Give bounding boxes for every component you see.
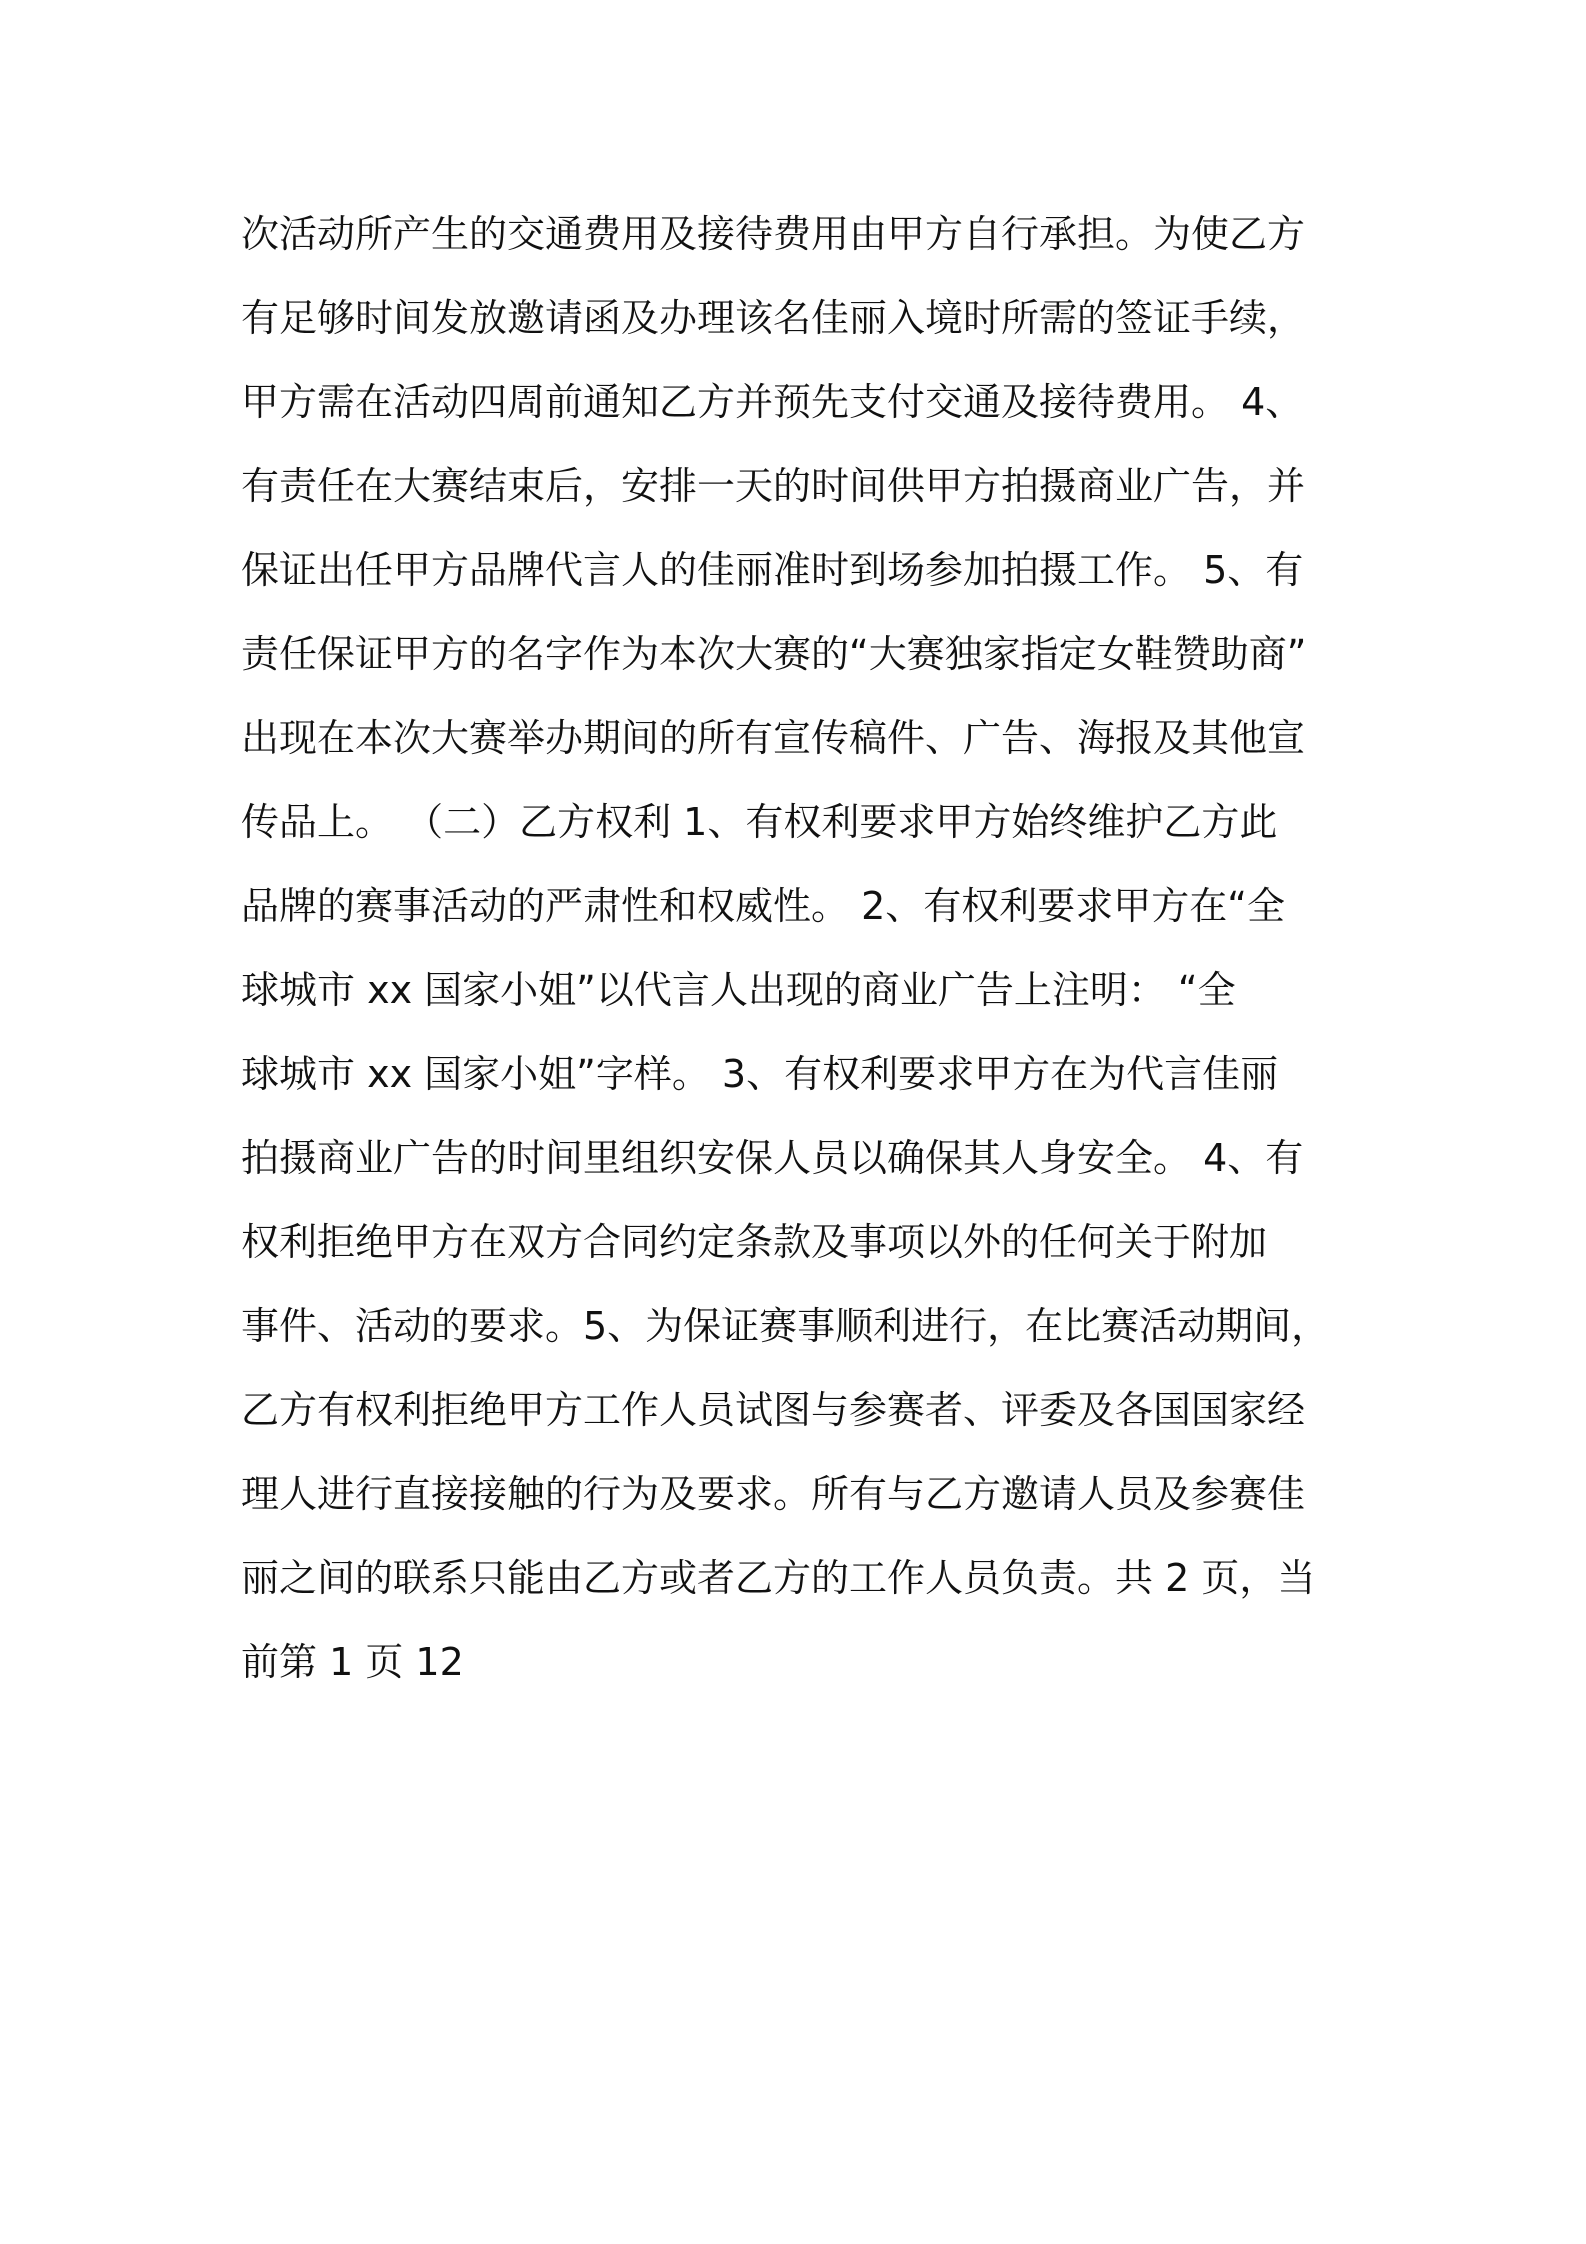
text-line: 丽之间的联系只能由乙方或者乙方的工作人员负责。共 2 页，当 [241, 1556, 1316, 1600]
text-line: 理人进行直接接触的行为及要求。所有与乙方邀请人员及参赛佳 [241, 1472, 1306, 1516]
text-line: 球城市 xx 国家小姐”字样。 3、有权利要求甲方在为代言佳丽 [241, 1052, 1279, 1096]
text-line: 拍摄商业广告的时间里组织安保人员以确保其人身安全。 4、有 [241, 1136, 1304, 1180]
text-line: 有足够时间发放邀请函及办理该名佳丽入境时所需的签证手续， [241, 296, 1306, 340]
body-text [241, 192, 1361, 1704]
text-line: 甲方需在活动四周前通知乙方并预先支付交通及接待费用。 4、 [241, 380, 1304, 424]
text-line: 权利拒绝甲方在双方合同约定条款及事项以外的任何关于附加 [241, 1220, 1268, 1264]
text-line: 次活动所产生的交通费用及接待费用由甲方自行承担。为使乙方 [241, 212, 1306, 256]
text-line: 出现在本次大赛举办期间的所有宣传稿件、广告、海报及其他宣 [241, 716, 1306, 760]
text-line: 品牌的赛事活动的严肃性和权威性。 2、有权利要求甲方在“全 [241, 884, 1285, 928]
text-line: 乙方有权利拒绝甲方工作人员试图与参赛者、评委及各国国家经 [241, 1388, 1306, 1432]
text-line: 责任保证甲方的名字作为本次大赛的“大赛独家指定女鞋赞助商” [241, 632, 1307, 676]
text-line: 事件、活动的要求。5、为保证赛事顺利进行，在比赛活动期间， [241, 1304, 1330, 1348]
text-line: 有责任在大赛结束后，安排一天的时间供甲方拍摄商业广告，并 [241, 464, 1306, 508]
text-line: 传品上。 （二）乙方权利 1、有权利要求甲方始终维护乙方此 [241, 800, 1278, 844]
page-indicator: 前第 1 页 12 [241, 1640, 464, 1684]
text-line: 球城市 xx 国家小姐”以代言人出现的商业广告上注明： “全 [241, 968, 1236, 1012]
text-line: 保证出任甲方品牌代言人的佳丽准时到场参加拍摄工作。 5、有 [241, 548, 1304, 592]
